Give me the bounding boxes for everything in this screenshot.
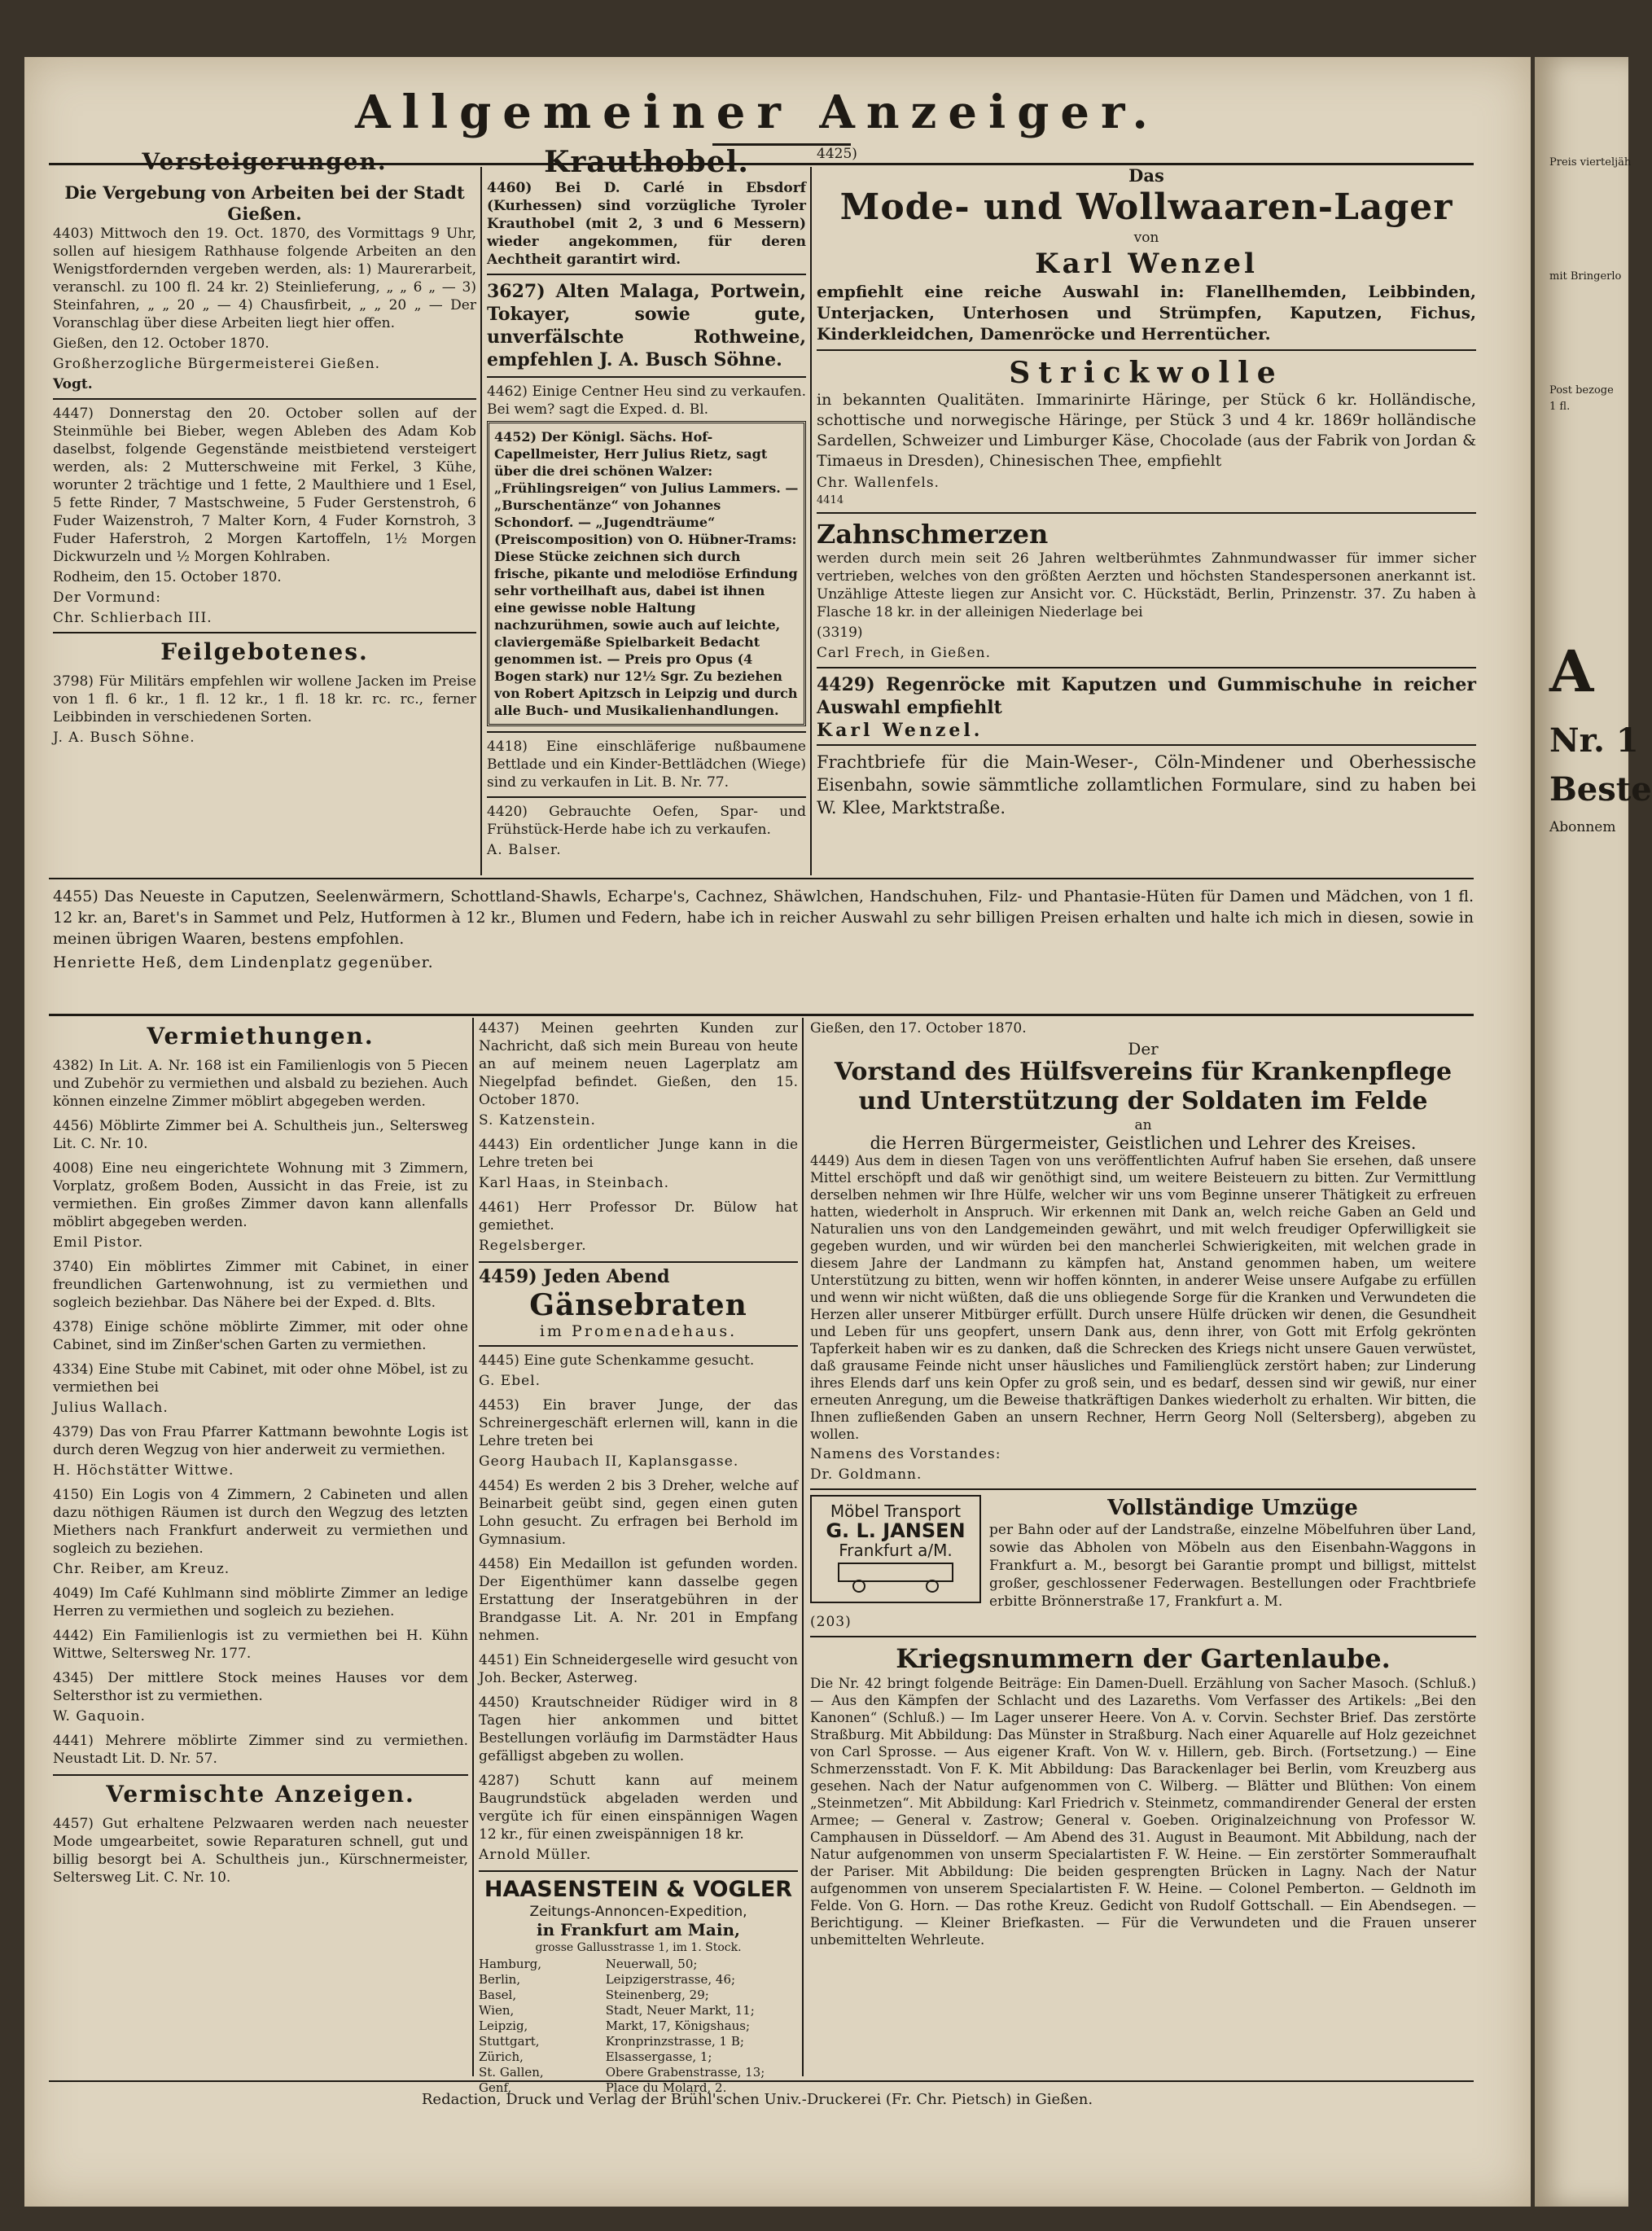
notice-signature: Dr. Goldmann. [810, 1466, 922, 1483]
agency-subtitle: Zeitungs-Annoncen-Expedition, [529, 1904, 747, 1920]
ad-signature: Großherzogliche Bürgermeisterei Gießen. [53, 356, 381, 372]
list-item [479, 1651, 798, 1687]
agency-branches [479, 1957, 798, 2096]
divider [487, 796, 806, 798]
wide-ad [53, 886, 1474, 1008]
adjacent-subheading: Abonnem [1549, 819, 1616, 835]
ad-text: 4445) Eine gute Schenkamme gesucht. [479, 1352, 755, 1369]
ad-text: 4378) Einige schöne möblirte Zimmer, mit oder ohne Cabinet, sind im Zinßer'schen Garten zu vermiethen. [53, 1319, 468, 1353]
notice-subtitle: die Herren Bürgermeister, Geistlichen und Lehrer des Kreises. [870, 1133, 1417, 1153]
moving-title: Vollständige Umzüge [1107, 1496, 1358, 1520]
ad-list-2 [479, 1352, 798, 1864]
ad-text: 4418) Eine einschläferige nußbaumene Bettlade und ein Kinder-Bettlädchen (Wiege) sind zu verkaufen in Lit. B. Nr. 77. [487, 739, 806, 791]
list-item [53, 1423, 468, 1479]
branch-city: Leipzig, [479, 2018, 528, 2033]
branch-city: Zürich, [479, 2049, 524, 2064]
agency-title: HAASENSTEIN & VOGLER [484, 1877, 793, 1902]
ad-text: 4345) Der mittlere Stock meines Hauses vor dem Seltersthor ist zu vermiethen. [53, 1670, 468, 1704]
list-item [53, 1159, 468, 1251]
ad-title: Die Vergebung von Arbeiten bei der Stadt Gießen. [64, 182, 465, 224]
adjacent-line: Post bezoge [1549, 384, 1614, 397]
divider [487, 274, 806, 275]
section-rule [49, 878, 1474, 879]
ad-signature: H. Höchstätter Wittwe. [53, 1462, 234, 1479]
ad-text: 4382) In Lit. A. Nr. 168 ist ein Familienlogis von 5 Piecen und Zubehör zu vermiethen und alsbald zu beziehen. Auch können einzelne Zimmer möblirt abgegeben werden. [53, 1058, 468, 1110]
ad-text: werden durch mein seit 26 Jahren weltberühmtes Zahnmundwasser für immer sicher vertrieben, welches von den größten Aerzten und höchsten Standespersonen anerkannt ist. Unzählige Atteste liegen zur Ansicht vor. C. Hückstädt, Berlin, Prinzenstr. 37. Zu haben à Flasche 18 kr. in der alleinigen Niederlage bei [817, 550, 1476, 620]
column-vorstand [810, 1019, 1476, 2078]
divider [487, 731, 806, 733]
ad-text: 4450) Krautschneider Rüdiger wird in 8 Tagen hier ankommen und bittet Bestellungen vorläufig im Darmstädter Haus gefälligst abgeben zu wollen. [479, 1694, 798, 1764]
divider [487, 376, 806, 378]
list-item [479, 1477, 798, 1549]
section-heading: Kriegsnummern der Gartenlaube. [896, 1643, 1391, 1674]
list-item [53, 1361, 468, 1417]
list-item [53, 1057, 468, 1111]
ad-text: 4437) Meinen geehrten Kunden zur Nachricht, daß sich mein Bureau von heute an auf meinem neuen Lagerplatz am Niegelpfad befindet. Gießen, den 15. October 1870. [479, 1020, 798, 1108]
list-item [53, 1669, 468, 1725]
branch-city: St. Gallen, [479, 2065, 544, 2080]
column-mode-lager [817, 145, 1476, 874]
divider [479, 1345, 798, 1347]
divider [53, 632, 476, 633]
ad-text: Frachtbriefe für die Main-Weser-, Cöln-Mindener und Oberhessische Eisenbahn, sowie sämmtliche zollamtlichen Formulare, sind zu haben bei W. Klee, Marktstraße. [817, 752, 1476, 817]
section-heading: Versteigerungen. [142, 148, 388, 175]
branch-city: Basel, [479, 1988, 517, 2002]
branch-city: Berlin, [479, 1972, 521, 1987]
ad-signature: Chr. Wallenfels. [817, 475, 940, 491]
ad-text: 3740) Ein möblirtes Zimmer mit Cabinet, in einer freundlichen Gartenwohnung, ist zu vermiethen und sogleich beziehbar. Das Nähere bei der Exped. d. Blts. [53, 1259, 468, 1311]
ad-text: 4287) Schutt kann auf meinem Baugrundstück abgeladen werden und vergüte ich für einen einspännigen Wagen 12 kr., für einen zweispännigen 18 kr. [479, 1773, 798, 1843]
branch-address: Steinenberg, 29; [605, 1988, 709, 2002]
list-item [53, 1486, 468, 1578]
ad-text: 4447) Donnerstag den 20. October sollen auf der Steinmühle bei Bieber, wegen Ableben des Adam Kob daselbst, folgende Gegenstände meistbietend versteigert werden, als: 2 Mutterschweine mit Ferkel, 3 Kühe, worunter 2 trächtige und 1 fette, 2 Maulthiere und 1 Esel, 5 fette Rinder, 7 Mastschweine, 5 Fuder Gerstenstroh, 6 Fuder Waizenstroh, 7 Malter Korn, 4 Fuder Kornstroh, 3 Fuder Haferstroh, 2 Morgen Kartoffeln, 1½ Morgen Dickwurzeln und ½ Morgen Kohlraben. [53, 405, 476, 565]
column-rule [480, 167, 482, 875]
branch-city: Genf, [479, 2080, 512, 2095]
column-misc [479, 1019, 798, 2095]
ad-text: 4441) Mehrere möblirte Zimmer sind zu vermiethen. Neustadt Lit. D. Nr. 57. [53, 1733, 468, 1767]
list-item [479, 1772, 798, 1864]
divider [53, 398, 476, 400]
moving-logo [810, 1495, 981, 1603]
ad-text: empfiehlt eine reiche Auswahl in: Flanellhemden, Leibbinden, Unterjacken, Unterhosen und Strümpfen, Kaputzen, Fichus, Kinderkleidchen, Damenröcke und Herrentücher. [817, 282, 1476, 344]
ad-signature: Vogt. [53, 376, 93, 392]
adjacent-heading: Beste [1549, 770, 1652, 809]
branch-city: Wien, [479, 2003, 515, 2018]
ad-text: 4457) Gut erhaltene Pelzwaaren werden nach neuester Mode umgearbeitet, sowie Reparaturen schnell, gut und billig besorgt bei A. Schultheis jun., Kürschnermeister, Seltersweg Lit. C. Nr. 10. [53, 1816, 468, 1886]
list-item [53, 1732, 468, 1768]
ad-signature: Emil Pistor. [53, 1234, 144, 1251]
ad-signature: Henriette Heß, dem Lindenplatz gegenüber. [53, 953, 434, 971]
ad-signature: Julius Wallach. [53, 1400, 169, 1416]
ad-text: 4460) Bei D. Carlé in Ebsdorf (Kurhessen) sind vorzügliche Tyroler Krauthobel (mit 2, 3 und 6 Messern) wieder angekommen, für deren Aechtheit garantirt wird. [487, 180, 806, 268]
list-item [53, 1117, 468, 1153]
ad-title: Mode- und Wollwaaren-Lager [839, 186, 1453, 228]
ad-number: (203) [810, 1614, 852, 1630]
adjacent-issue-number: Nr. 1 [1549, 721, 1639, 760]
section-heading: Vermischte Anzeigen. [106, 1781, 415, 1808]
ad-signature: Der Vormund: [53, 590, 161, 606]
adjacent-masthead: A [1549, 638, 1594, 705]
divider [53, 1774, 468, 1776]
ad-number: (3319) [817, 625, 863, 641]
column-rule [472, 1018, 474, 2076]
branch-address: Elsassergasse, 1; [605, 2049, 712, 2064]
divider [817, 349, 1476, 351]
divider [817, 667, 1476, 668]
section-heading: Zahnschmerzen [817, 519, 1049, 550]
ad-signature: Karl Haas, in Steinbach. [479, 1175, 670, 1191]
section-heading: Strickwolle [1009, 356, 1284, 390]
divider [810, 1488, 1476, 1490]
ad-das: Das [1128, 165, 1164, 186]
branch-address: Kronprinzstrasse, 1 B; [605, 2034, 744, 2049]
divider [817, 512, 1476, 514]
list-item [479, 1136, 798, 1192]
column-versteigerungen [53, 145, 476, 874]
ad-signature: Karl Wenzel. [817, 720, 984, 741]
branch-city: Hamburg, [479, 1957, 542, 1971]
ad-text: 4008) Eine neu eingerichtete Wohnung mit 3 Zimmern, Vorplatz, großem Boden, Aussicht in das Freie, ist zu vermiethen. Ein großes Zimmer davon kann allenfalls möblirt abgegeben werden. [53, 1160, 468, 1230]
notice-body: 4449) Aus dem in diesen Tagen von uns veröffentlichten Aufruf haben Sie ersehen, daß unsere Mittel erschöpft und daß wir genöthigt sind, um weitere Beisteuern zu bitten. Zur Vermittlung derselben nehmen wir Ihre Hülfe, welcher wir uns vom Beginne unserer Thätigkeit zu erfreuen hatten, wiederholt in Anspruch. Wir erkennen mit Dank an, welch reiche Gaben an Geld und Naturalien uns von den Landgemeinden gewährt, und mit welch freudiger Opferwilligkeit sie gegeben wurden, und wir würden bei den mancherlei Schwierigkeiten, mit welchen grade in diesem Jahre der Landmann zu kämpfen hat, Anstand genommen haben, um weitere Unterstützung zu bitten, wenn wir hoffen könnten, in anderer Weise unsere Aufgabe zu erfüllen und wenn wir nicht wüßten, daß die uns obliegende Sorge für die Kranken und Verwundeten die Herzen aller unserer Mitbürger erfüllt. Durch unsere Hülfe drücken wir denen, die Gesundheit und Leben für uns geopfert, unsern Dank aus, denn ihrer, von Gott mit Erfolg gekrönten Tapferkeit haben wir es zu danken, daß die Schrecken des Kriegs nicht unsere Gauen verwüstet, daß grausame Feinde nicht unser häusliches und Familienglück zerstört haben; zur Linderung ihres Elends darf uns kein Opfer zu groß sein, und es bedarf, dessen sind wir gewiß, nur einer erneuten Anregung, um die Beweise thatkräftigen Dankes wiederholt zu erhalten. Wir bitten, die Ihnen zufließenden Gaben an unsern Rechner, Herrn Georg Noll (Seltersberg), abgeben zu wollen. [810, 1153, 1476, 1442]
ad-signature: Regelsberger. [479, 1238, 587, 1254]
list-item [53, 1584, 468, 1620]
rental-list [53, 1057, 468, 1768]
section-heading: Vermiethungen. [147, 1023, 375, 1050]
ad-text: 3798) Für Militärs empfehlen wir wollene Jacken im Preise von 1 fl. 6 kr., 1 fl. 12 kr., 1 fl. 18 kr. rc. rc., ferner Leibbinden in verschiedenen Sorten. [53, 673, 476, 725]
notice-signature: Namens des Vorstandes: [810, 1446, 1001, 1462]
page-title: Allgemeiner Anzeiger. [355, 85, 1159, 139]
column-rule [802, 1018, 804, 2076]
music-ad-box: 4452) Der Königl. Sächs. Hof-Capellmeister, Herr Julius Rietz, sagt über die drei schönen Walzer: „Frühlingsreigen“ von Julius Lammers. — „Burschentänze“ von Johannes Schondorf. — „Jugendträume“ (Preiscomposition) von O. Hübner-Trams: Diese Stücke zeichnen sich durch frische, pikante und melodiöse Erfindung sehr vortheilhaft aus, dabei ist ihnen eine gewisse noble Haltung nachzurühmen, sowie auch auf leichte, claviergemäße Spielbarkeit Bedacht genommen ist. — Preis pro Opus (4 Bogen stark) nur 12½ Sgr. Zu beziehen von Robert Apitzsch in Leipzig und durch alle Buch- und Musikalienhandlungen. [487, 421, 806, 726]
ad-text: 4379) Das von Frau Pfarrer Kattmann bewohnte Logis ist durch deren Wegzug von hier anderweit zu vermiethen. [53, 1424, 468, 1458]
list-item [53, 1318, 468, 1354]
ad-text: 4455) Das Neueste in Caputzen, Seelenwärmern, Schottland-Shawls, Echarpe's, Cachnez, Shäwlchen, Handschuhen, Filz- und Phantasie-Hüten für Damen und Mädchen, von 1 fl. 12 kr. an, Baret's in Sammet und Pelz, Hutformen à 12 kr., Blumen und Federn, habe ich in reicher Auswahl zu sehr billigen Preisen erhalten und halte ich mich in diesen, sowie in meinen übrigen Waaren, bestens empfohlen. [53, 888, 1474, 948]
agency-subtitle: in Frankfurt am Main, [536, 1920, 740, 1940]
notice-der: Der [1128, 1039, 1159, 1059]
ad-signature: Chr. Reiber, am Kreuz. [53, 1561, 230, 1577]
notice-date: Gießen, den 17. October 1870. [810, 1020, 1027, 1037]
ad-text: 4049) Im Café Kuhlmann sind möblirte Zimmer an ledige Herren zu vermiethen und sogleich zu beziehen. [53, 1585, 468, 1620]
list-item [479, 1352, 798, 1390]
ad-text: 4453) Ein braver Junge, der das Schreinergeschäft erlernen will, kann in die Lehre treten bei [479, 1397, 798, 1449]
ad-number: 4459) Jeden Abend [479, 1266, 670, 1287]
ad-signature: A. Balser. [487, 842, 562, 858]
ad-text: 4454) Es werden 2 bis 3 Dreher, welche auf Beinarbeit geübt sind, gegen einen guten Lohn gesucht. Zu erfragen bei Berhold im Gymnasium. [479, 1478, 798, 1548]
list-item [53, 1627, 468, 1663]
ad-signature: J. A. Busch Söhne. [53, 730, 195, 746]
ad-signature: Arnold Müller. [479, 1847, 592, 1863]
ad-von: von [1133, 230, 1159, 246]
agency-address: grosse Gallusstrasse 1, im 1. Stock. [535, 1941, 742, 1954]
list-item [479, 1555, 798, 1645]
ad-text: 3627) Alten Malaga, Portwein, Tokayer, sowie gute, unverfälschte Rothweine, empfehlen J. A. Busch Söhne. [487, 281, 806, 370]
ad-signature: Chr. Schlierbach III. [53, 610, 213, 626]
ad-text: 4451) Ein Schneidergeselle wird gesucht von Joh. Becker, Asterweg. [479, 1652, 798, 1686]
ad-signature: G. Ebel. [479, 1373, 541, 1389]
list-item [479, 1396, 798, 1471]
ad-text: 4461) Herr Professor Dr. Bülow hat gemiethet. [479, 1199, 798, 1234]
list-item [479, 1199, 798, 1255]
section-heading: Krauthobel. [544, 145, 749, 179]
ad-text: 4150) Ein Logis von 4 Zimmern, 2 Cabineten und allen dazu nöthigen Räumen ist durch den Wegzug des letzten Miethers nach Frankfurt anderweit zu vermiethen und sogleich zu beziehen. [53, 1487, 468, 1557]
ad-date: Gießen, den 12. October 1870. [53, 335, 269, 352]
ad-text: 4403) Mittwoch den 19. Oct. 1870, des Vormittags 9 Uhr, sollen auf hiesigem Rathhause folgende Arbeiten an den Wenigstfordernden vergeben werden, als: 1) Maurerarbeit, veranschl. zu 100 fl. 24 kr. 2) Steinlieferung, „ „ 6 „ — 3) Steinfahren, „ „ 20 „ — 4) Chausfirbeit, „ „ 20 „ — Der Voranschlag über diese Arbeiten liegt hier offen. [53, 226, 476, 331]
branch-address: Neuerwall, 50; [605, 1957, 698, 1971]
list-item [53, 1258, 468, 1312]
section-rule [49, 1014, 1474, 1016]
ad-text: 4456) Möblirte Zimmer bei A. Schultheis jun., Seltersweg Lit. C. Nr. 10. [53, 1118, 468, 1152]
ad-signature: Carl Frech, in Gießen. [817, 645, 992, 661]
moving-ad [810, 1495, 1476, 1631]
ad-title: Gänsebraten [529, 1288, 747, 1322]
logo-line: G. L. JANSEN [826, 1519, 966, 1542]
adjacent-page-edge [1535, 57, 1652, 2207]
branch-address: Markt, 17, Königshaus; [605, 2018, 751, 2033]
branch-address: Place du Molard, 2. [605, 2080, 727, 2095]
moving-text: per Bahn oder auf der Landstraße, einzelne Möbelfuhren über Land, sowie das Abholen von Möbeln aus den Eisenbahn-Waggons in Frankfurt a. M., besorgt bei Garantie prompt und billigst, mittelst großer, geschlossener Federwagen. Bestellungen oder Frachtbriefe erbitte Brönnerstraße 17, Frankfurt a. M. [989, 1522, 1476, 1610]
ad-text: 4429) Regenröcke mit Kaputzen und Gummischuhe in reicher Auswahl empfiehlt [817, 674, 1476, 718]
ad-date: Rodheim, den 15. October 1870. [53, 569, 282, 585]
ad-list-1 [479, 1019, 798, 1255]
section-heading: Feilgebotenes. [160, 638, 369, 665]
ad-signature: Georg Haubach II, Kaplansgasse. [479, 1453, 739, 1470]
ad-name: Karl Wenzel [1035, 248, 1258, 280]
list-item [479, 1019, 798, 1129]
ad-signature: W. Gaquoin. [53, 1708, 146, 1725]
branch-address: Obere Grabenstrasse, 13; [605, 2065, 765, 2080]
branch-city: Stuttgart, [479, 2034, 540, 2049]
column-rule [810, 167, 812, 875]
ad-signature: S. Katzenstein. [479, 1112, 596, 1129]
ad-text: 4462) Einige Centner Heu sind zu verkaufen. Bei wem? sagt die Exped. d. Bl. [487, 384, 806, 418]
notice-title: Vorstand des Hülfsvereins für Krankenpflege und Unterstützung der Soldaten im Felde [834, 1058, 1453, 1116]
divider [479, 1870, 798, 1872]
imprint: Redaction, Druck und Verlag der Brühl'schen Univ.-Druckerei (Fr. Chr. Pietsch) in Gießen. [421, 2091, 1093, 2108]
divider [817, 744, 1476, 746]
logo-line: Möbel Transport [830, 1501, 962, 1521]
ad-text: 4334) Eine Stube mit Cabinet, mit oder ohne Möbel, ist zu vermiethen bei [53, 1361, 468, 1396]
logo-line: Frankfurt a/M. [839, 1541, 953, 1560]
column-vermiethungen [53, 1019, 468, 2078]
adjacent-line: Preis vierteljäh [1549, 156, 1632, 169]
ad-text: in bekannten Qualitäten. Immarinirte Häringe, per Stück 6 kr. Holländische, schottische und norwegische Häringe, per Stück 3 und 4 kr. 1869r holländische Sardellen, Schweizer und Limburger Käse, Chocolade (aus der Fabrik von Jordan & Timaeus in Dresden), Chinesischen Thee, empfiehlt [817, 391, 1476, 470]
list-item [479, 1694, 798, 1765]
krieg-text: Die Nr. 42 bringt folgende Beiträge: Ein Damen-Duell. Erzählung von Sacher Masoch. (Schluß.) — Aus den Kämpfen der Schlacht und des Lazareths. Vom Verfasser des Artikels: „Bei den Kanonen“ (Schluß.) — Im Lager unserer Heere. Von A. v. Corvin. Sechster Brief. Das zerstörte Straßburg. Mit Abbildung: Das Münster in Straßburg. Nach einer Aquarelle auf Holz gezeichnet von Carl Sprosse. — Aus eigener Kraft. Von W. v. Hillern, geb. Birch. (Fortsetzung.) — Eine Schmerzensstadt. Von F. K. Mit Abbildung: Das Barackenlager bei Berlin, vom Kreuzberg aus gesehen. Nach der Natur aufgenommen von C. Wilberg. — Blätter und Blüthen: Von einem „Steinmetzen“. Mit Abbildung: Karl Friedrich v. Steinmetz, commandirender General der ersten Armee; — General v. Zastrow; General v. Goeben. Originalzeichnung von Professor W. Camphausen in Düsseldorf. — Am Abend des 31. August in Beaumont. Mit Abbildung, nach der Natur aufgenommen von unserm Specialartisten F. W. Heine. — Ein zerstörter Sommeraufhalt der Pariser. Mit Abbildung: Die beiden gesprengten Brücken in Lagny. Nach der Natur aufgenommen von unserem Specialartisten F. W. Heine. — Colonel Pemberton. — Geldnoth im Felde. Von G. Horn. — Das rothe Kreuz. Gedicht von Rudolf Gottschall. — Ein Abendsegen. — Berichtigung. — Kleiner Briefkasten. — Für die Verwundeten und die Frauen unserer unbemittelten Wehrleute. [810, 1676, 1476, 1948]
divider [810, 1636, 1476, 1637]
notice-an: an [1134, 1117, 1152, 1133]
ad-text: 4443) Ein ordentlicher Junge kann in die Lehre treten bei [479, 1137, 798, 1171]
ad-text: 4420) Gebrauchte Oefen, Spar- und Frühstück-Herde habe ich zu verkaufen. [487, 804, 806, 838]
column-krauthobel [487, 145, 806, 874]
adjacent-line: 1 fl. [1549, 401, 1571, 413]
ad-subtitle: im Promenadehaus. [539, 1322, 738, 1340]
divider [479, 1261, 798, 1263]
branch-address: Leipzigerstrasse, 46; [605, 1972, 736, 1987]
adjacent-line: mit Bringerlo [1549, 270, 1622, 283]
wagon-icon [822, 1560, 969, 1593]
ad-text: 4458) Ein Medaillon ist gefunden worden. Der Eigenthümer kann dasselbe gegen Erstattung der Inseratgebühren in der Brandgasse Lit. A. Nr. 201 in Empfang nehmen. [479, 1556, 798, 1644]
ad-text: 4442) Ein Familienlogis ist zu vermiethen bei H. Kühn Wittwe, Seltersweg Nr. 177. [53, 1628, 468, 1662]
ad-number: 4425) [817, 146, 857, 162]
ad-number: 4414 [817, 494, 844, 506]
branch-address: Stadt, Neuer Markt, 11; [605, 2003, 755, 2018]
